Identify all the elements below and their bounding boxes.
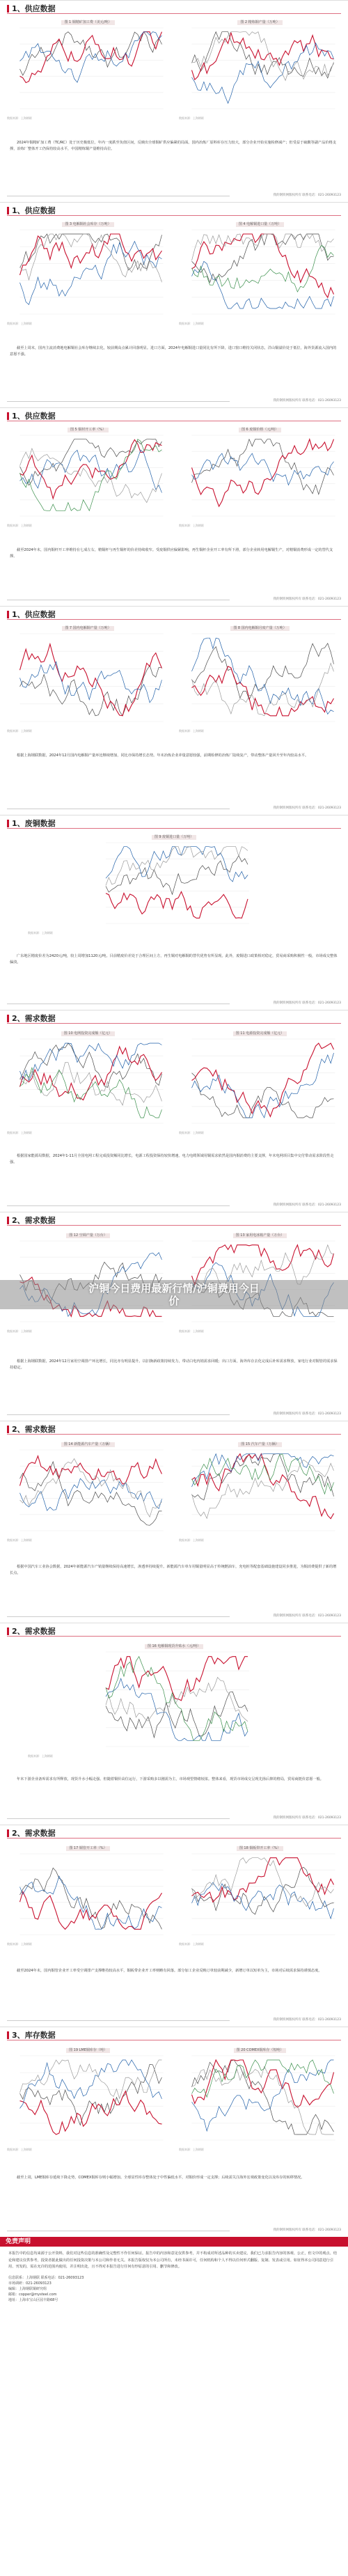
chart-figure bbox=[179, 2048, 341, 2152]
series-line bbox=[20, 666, 162, 716]
chart-title bbox=[179, 2048, 341, 2053]
chart-source: 数据来源：上海钢联 bbox=[7, 322, 32, 325]
report-section bbox=[0, 815, 348, 1010]
heading-marker-icon bbox=[7, 207, 9, 214]
chart-source: 数据来源：上海钢联 bbox=[179, 1942, 204, 1946]
line-chart bbox=[7, 25, 169, 116]
chart-source: 数据来源：上海钢联 bbox=[179, 1329, 204, 1333]
chart-title bbox=[7, 20, 169, 25]
chart-title-text: 图 15 汽车产量（万辆） bbox=[238, 1442, 282, 1447]
chart-title-text: 图 17 铜管开工率（%） bbox=[66, 1846, 109, 1851]
series-line bbox=[192, 43, 334, 104]
section-divider bbox=[7, 1434, 341, 1435]
section-heading-text: 2、需求数据 bbox=[12, 1425, 56, 1434]
heading-marker-icon bbox=[7, 611, 9, 618]
section-footer bbox=[7, 1816, 341, 1821]
chart-title bbox=[7, 626, 169, 631]
chart-title bbox=[7, 1031, 169, 1036]
heading-marker-icon bbox=[7, 5, 9, 13]
series-line bbox=[192, 439, 334, 494]
series-line bbox=[20, 439, 162, 499]
line-chart bbox=[7, 1851, 169, 1942]
section-heading-text: 1、供应数据 bbox=[12, 412, 56, 421]
section-footer bbox=[7, 398, 341, 404]
line-chart bbox=[28, 1649, 320, 1754]
chart-title-text: 图 14 新能源汽车产量（万辆） bbox=[61, 1442, 116, 1447]
line-chart bbox=[179, 1036, 341, 1130]
series-line bbox=[192, 1053, 334, 1118]
chart-title bbox=[28, 1644, 320, 1649]
footer-text: 我的钢铁网版权所有 联系电话：021-26093123 bbox=[270, 1203, 341, 1207]
series-line bbox=[192, 234, 334, 283]
series-line bbox=[106, 891, 248, 918]
footer-text: 我的钢铁网版权所有 联系电话：021-26093123 bbox=[270, 1412, 341, 1416]
report-section bbox=[0, 1010, 348, 1212]
section-paragraph: 根据上海钢联数据，2024年12月国内电解铜产量环比继续增加，同比亦保持增长态势。年末冶炼企业冲量意愿较强，前期检修的冶炼厂陆续复产，带动整体产量回升至年内较高水平。 bbox=[17, 754, 309, 758]
disclaimer-heading: 免责声明 bbox=[0, 2237, 348, 2247]
series-line bbox=[20, 1876, 162, 1929]
chart-row bbox=[28, 835, 320, 935]
chart-figure bbox=[179, 626, 341, 733]
section-heading-text: 1、废铜数据 bbox=[12, 819, 56, 828]
section-heading-text: 1、供应数据 bbox=[12, 610, 56, 619]
section-heading-text: 2、需求数据 bbox=[12, 1627, 56, 1636]
footer-text: 我的钢铁网版权所有 联系电话：021-26093123 bbox=[270, 2018, 341, 2022]
chart-title bbox=[179, 222, 341, 227]
chart-title bbox=[7, 1442, 169, 1447]
section-divider bbox=[7, 1838, 341, 1839]
section-heading-text: 3、库存数据 bbox=[12, 2031, 56, 2040]
chart-figure bbox=[179, 428, 341, 528]
chart-source: 数据来源：上海钢联 bbox=[179, 524, 204, 527]
line-chart bbox=[7, 631, 169, 728]
heading-marker-icon bbox=[7, 1627, 9, 1635]
title-overlay bbox=[0, 1280, 348, 1309]
section-paragraph: 根据国家能源局数据，2024年1-11月全国电网工程完成投资额同比增长，电源工程投资保持较快增速。电力电缆领域用铜需求依然是国内铜消费的主要支撑，年末电网项目集中交付带动需求阶段性走强。 bbox=[10, 1154, 334, 1164]
chart-title-text: 图 9 废铜进口量（万吨） bbox=[152, 835, 196, 840]
series-line bbox=[20, 662, 162, 703]
footer-text: 我的钢铁网版权所有 联系电话：021-26093123 bbox=[270, 1614, 341, 1618]
chart-source: 数据来源：上海钢联 bbox=[179, 1538, 204, 1542]
section-footer bbox=[7, 806, 341, 811]
line-chart bbox=[179, 631, 341, 728]
section-divider bbox=[7, 1225, 341, 1226]
report-section bbox=[0, 0, 348, 202]
report-section bbox=[0, 2027, 348, 2237]
line-chart bbox=[179, 1851, 341, 1942]
report-section bbox=[0, 1212, 348, 1421]
series-line bbox=[20, 1891, 162, 1929]
line-chart bbox=[7, 227, 169, 321]
series-line bbox=[192, 2060, 334, 2097]
chart-title bbox=[179, 1846, 341, 1851]
chart-figure bbox=[7, 1846, 169, 1946]
chart-title-text: 图 1 铜精矿加工费（美元/吨） bbox=[61, 20, 114, 25]
series-line bbox=[20, 2060, 162, 2098]
report-section bbox=[0, 202, 348, 407]
footer-text: 我的钢铁网版权所有 联系电话：021-26093123 bbox=[270, 399, 341, 403]
report-section bbox=[0, 606, 348, 815]
line-chart bbox=[28, 840, 320, 930]
chart-title-text: 图 20 COMEX铜库存（短吨） bbox=[234, 2048, 287, 2053]
chart-row bbox=[7, 428, 341, 528]
chart-row bbox=[7, 626, 341, 733]
series-line bbox=[192, 638, 334, 714]
section-heading-text: 2、需求数据 bbox=[12, 1014, 56, 1023]
chart-title-text: 图 12 空调产量（万台） bbox=[66, 1233, 110, 1238]
series-line bbox=[20, 644, 162, 716]
heading-marker-icon bbox=[7, 1829, 9, 1837]
footer-text: 我的钢铁网版权所有 联系电话：021-26093123 bbox=[270, 1816, 341, 1820]
section-paragraph: 根据上海钢联数据，2024年12月家用空调排产环比增长，同比亦有明显提升。以旧换新政策持续发力，带动白电内销需求回暖；出口方面，海外库存去化完成后补库需求释放，家电行业对铜管的需求保持稳定。 bbox=[10, 1359, 338, 1370]
heading-marker-icon bbox=[7, 1015, 9, 1022]
footer-text: 我的钢铁网版权所有 联系电话：021-26093123 bbox=[270, 2228, 341, 2232]
series-line bbox=[192, 1460, 334, 1518]
series-line bbox=[192, 663, 334, 716]
chart-source: 数据来源：上海钢联 bbox=[179, 729, 204, 733]
chart-source: 数据来源：上海钢联 bbox=[7, 1131, 32, 1134]
contact-line: 市场调研：021-26093123 bbox=[8, 2281, 52, 2286]
series-line bbox=[192, 439, 334, 507]
footer-text: 我的钢铁网版权所有 联系电话：021-26093123 bbox=[270, 598, 341, 601]
series-line bbox=[20, 1043, 162, 1088]
section-divider bbox=[7, 828, 341, 829]
chart-figure bbox=[179, 20, 341, 120]
section-footer bbox=[7, 597, 341, 602]
series-line bbox=[192, 32, 334, 78]
series-line bbox=[20, 439, 162, 485]
series-line bbox=[20, 1068, 162, 1118]
chart-title-text: 图 3 电解铜社会库存（万吨） bbox=[62, 222, 113, 227]
section-paragraph: 根据中国汽车工业协会数据，2024年新能源汽车产销量继续保持高速增长，渗透率持续提升。新能源汽车单车用铜量明显高于传统燃油车，充电桩等配套基础设施建设同步推进，为铜消费提供了新的增长点。 bbox=[10, 1565, 337, 1575]
section-footer bbox=[7, 1614, 341, 1619]
section-heading-text: 1、供应数据 bbox=[12, 4, 56, 13]
chart-source: 数据来源：上海钢联 bbox=[179, 322, 204, 325]
series-line bbox=[192, 1867, 334, 1914]
section-footer bbox=[7, 193, 341, 198]
chart-title-text: 图 7 国内电解铜产量（万吨） bbox=[62, 626, 113, 631]
chart-source: 数据来源：上海钢联 bbox=[7, 1942, 32, 1946]
chart-title-text: 图 16 电解铜现货升贴水（元/吨） bbox=[145, 1644, 203, 1649]
section-heading-text: 1、供应数据 bbox=[12, 206, 56, 215]
chart-title-text: 图 18 铜板带开工率（%） bbox=[237, 1846, 283, 1851]
chart-title bbox=[179, 20, 341, 25]
line-chart bbox=[7, 432, 169, 523]
section-divider bbox=[7, 13, 341, 14]
chart-source: 数据来源：上海钢联 bbox=[7, 524, 32, 527]
chart-title-text: 图 6 废铜价格（元/吨） bbox=[239, 428, 281, 432]
heading-marker-icon bbox=[7, 412, 9, 420]
chart-row bbox=[7, 1031, 341, 1135]
chart-title bbox=[179, 1031, 341, 1036]
heading-marker-icon bbox=[7, 2031, 9, 2039]
contact-line: 编辑：上海钢联铜研究组 bbox=[8, 2286, 47, 2291]
chart-title-text: 图 10 电网投资完成额（亿元） bbox=[61, 1031, 116, 1036]
footer-text: 我的钢铁网版权所有 联系电话：021-26093123 bbox=[270, 806, 341, 810]
section-footer bbox=[7, 1412, 341, 1417]
footer-text: 我的钢铁网版权所有 联系电话：021-26093123 bbox=[270, 1001, 341, 1005]
line-chart bbox=[7, 2053, 169, 2147]
series-line bbox=[192, 666, 334, 716]
heading-marker-icon bbox=[7, 1426, 9, 1433]
section-footer bbox=[7, 1001, 341, 1006]
series-line bbox=[20, 450, 162, 492]
section-footer bbox=[7, 1203, 341, 1208]
section-paragraph: 截至上周末，国内主流消费地电解铜社会库存继续去化，较前期高点累计回落明显。进口方面，2024年电解铜进口量同比有所下降，进口窗口维持关闭状态，洋山铜溢价处于低位，海外货源流入国内的意愿不强。 bbox=[10, 346, 337, 357]
series-line bbox=[20, 2064, 162, 2125]
section-divider bbox=[7, 1636, 341, 1637]
section-paragraph: 截至2024年末，国内铜杆开工率维持在七成左右，精铜杆与再生铜杆的价差持续收窄。受废铜供应偏紧影响，再生铜杆企业开工率有所下滑，部分企业转用电解铜生产，对精铜消费形成一定的替代支撑。 bbox=[10, 548, 333, 559]
chart-title-text: 图 8 国内电解铜月度产量（万吨） bbox=[230, 626, 289, 631]
series-line bbox=[192, 234, 334, 260]
chart-figure bbox=[28, 835, 320, 935]
chart-row bbox=[7, 20, 341, 120]
series-line bbox=[20, 234, 162, 282]
chart-source: 数据来源：上海钢联 bbox=[7, 1538, 32, 1542]
chart-source: 数据来源：上海钢联 bbox=[28, 931, 53, 935]
disclaimer-text: 本报告中的信息均来源于公开资料，我们对这些信息的准确性及完整性不作任何保证。报告中的内容和意见仅供参考，并不构成对所述品种的买卖建议。我们已力求报告内容的客观、公正，但文中的观点、结论和建议仅供参考，投资者据此做出的任何投资决策与本公司和作者无关。本报告版权仅为本公司所有，未经书面许可，任何机构和个人不得以任何形式翻版、复制、发表或引用。如征得本公司同意进行引用、刊发的，需在允许的范围内使用，并注明出处，且不得对本报告进行任何有悖原意的引用、删节和修改。 bbox=[8, 2251, 338, 2269]
line-chart bbox=[179, 1447, 341, 1538]
line-chart bbox=[7, 1036, 169, 1130]
footer-text: 我的钢铁网版权所有 联系电话：021-26093123 bbox=[270, 194, 341, 197]
section-divider bbox=[7, 215, 341, 216]
section-paragraph: 年末下游企业备库需求有所释放，现货升水小幅走强。但随着铜价高位运行，下游采购多以刚需为主，市场观望情绪较浓。整体来看，现货市场成交呈现先扬后抑的格局，贸易商挺价意愿一般。 bbox=[17, 1777, 324, 1781]
chart-source: 数据来源：上海钢联 bbox=[7, 1329, 32, 1333]
chart-title-text: 图 4 电解铜进口量（万吨） bbox=[236, 222, 284, 227]
chart-title bbox=[7, 222, 169, 227]
disclaimer-panel bbox=[0, 2237, 348, 2576]
section-heading-text: 2、需求数据 bbox=[12, 1216, 56, 1225]
chart-figure bbox=[7, 2048, 169, 2152]
contact-line: 地址：上海市宝山区园丰路68号 bbox=[8, 2297, 58, 2302]
chart-title bbox=[7, 2048, 169, 2053]
series-line bbox=[20, 1868, 162, 1929]
series-line bbox=[192, 33, 334, 79]
chart-figure bbox=[179, 222, 341, 326]
series-line bbox=[192, 1043, 334, 1116]
chart-source: 数据来源：上海钢联 bbox=[28, 1754, 53, 1758]
chart-figure bbox=[7, 626, 169, 733]
chart-row bbox=[7, 1442, 341, 1543]
report-section bbox=[0, 407, 348, 606]
chart-figure bbox=[179, 1442, 341, 1543]
section-paragraph: 截至上周，LME铜库存延续下降走势，COMEX铜库存则小幅增加。全球显性库存整体处于中性偏低水平，对铜价形成一定支撑；后续需关注海外宏观政策变化以及库存的转移情况。 bbox=[17, 2176, 305, 2180]
chart-title-text: 图 5 铜材开工率（%） bbox=[68, 428, 109, 432]
chart-title bbox=[7, 1846, 169, 1851]
heading-marker-icon bbox=[7, 820, 9, 827]
series-line bbox=[192, 453, 334, 485]
contact-line: 邮箱：copper@mysteel.com bbox=[8, 2292, 57, 2297]
line-chart bbox=[179, 227, 341, 321]
heading-marker-icon bbox=[7, 1217, 9, 1224]
series-line bbox=[106, 1657, 248, 1701]
report-section bbox=[0, 1623, 348, 1825]
chart-row bbox=[7, 222, 341, 326]
series-line bbox=[20, 1043, 162, 1081]
chart-source: 数据来源：上海钢联 bbox=[7, 2148, 32, 2151]
series-line bbox=[192, 1454, 334, 1519]
chart-figure bbox=[7, 20, 169, 120]
line-chart bbox=[179, 25, 341, 116]
chart-source: 数据来源：上海钢联 bbox=[179, 1131, 204, 1134]
line-chart bbox=[7, 1447, 169, 1538]
chart-figure bbox=[7, 428, 169, 528]
chart-row bbox=[28, 1644, 320, 1758]
series-line bbox=[192, 2060, 334, 2107]
chart-title bbox=[179, 428, 341, 432]
section-heading-text: 2、需求数据 bbox=[12, 1829, 56, 1838]
series-line bbox=[192, 643, 334, 700]
chart-title bbox=[179, 1233, 341, 1238]
chart-title bbox=[179, 626, 341, 631]
chart-title-text: 图 2 精炼铜产量（万吨） bbox=[237, 20, 282, 25]
chart-row bbox=[7, 1846, 341, 1946]
chart-title-text: 图 11 电源投资完成额（亿元） bbox=[233, 1031, 287, 1036]
chart-title-text: 图 19 LME铜库存（吨） bbox=[66, 2048, 110, 2053]
chart-title bbox=[179, 1442, 341, 1447]
series-line bbox=[20, 1478, 162, 1511]
report-section bbox=[0, 1825, 348, 2027]
chart-figure bbox=[28, 1644, 320, 1758]
series-line bbox=[192, 1073, 334, 1118]
section-paragraph: 2024年铜精矿加工费（TC/RC）处于历史极低位，年内一度跌至负值区间，反映出全球铜矿供应偏紧的局面。国内冶炼厂原料库存压力较大，部分企业开始实施检修减产；但受益于硫酸等副产品价格支撑，冶炼厂整体开工仍保持较高水平，中国精炼铜产量维持高位。 bbox=[10, 141, 336, 151]
overlay-title: 沪铜今日费用最新行情/沪铜费用今日价 bbox=[88, 1282, 260, 1307]
report-section bbox=[0, 1421, 348, 1623]
series-line bbox=[192, 1858, 334, 1903]
series-line bbox=[20, 1459, 162, 1517]
section-footer bbox=[7, 2228, 341, 2233]
series-line bbox=[106, 847, 248, 882]
chart-figure bbox=[179, 1031, 341, 1135]
chart-source: 数据来源：上海钢联 bbox=[179, 116, 204, 120]
line-chart bbox=[179, 2053, 341, 2147]
series-line bbox=[20, 1456, 162, 1486]
chart-figure bbox=[179, 1846, 341, 1946]
section-divider bbox=[7, 619, 341, 620]
series-line bbox=[192, 234, 334, 297]
chart-source: 数据来源：上海钢联 bbox=[179, 2148, 204, 2151]
chart-title bbox=[28, 835, 320, 840]
chart-title bbox=[7, 428, 169, 432]
section-paragraph: 截至2024年末，国内铜管企业开工率受空调排产支撑维持较高水平，铜板带企业开工率则略有回落。部分加工企业反映订单较前期减少，新增订单以短单为主，市场对后续需求保持谨慎态度。 bbox=[17, 1969, 322, 1973]
chart-figure bbox=[7, 222, 169, 326]
section-paragraph: 广东地区精废价差为2420元/吨，较上周增加1120元/吨。目前精废价差处于合理区间上方，再生铜对电解铜的替代优势有所显现。此外，废铜进口政策相对稳定，贸易商采购积极性一般，市场成交整体偏淡。 bbox=[10, 954, 338, 965]
chart-source: 数据来源：上海钢联 bbox=[7, 116, 32, 120]
section-divider bbox=[7, 1023, 341, 1024]
line-chart bbox=[179, 432, 341, 523]
chart-row bbox=[7, 2048, 341, 2152]
chart-source: 数据来源：上海钢联 bbox=[7, 729, 32, 733]
chart-figure bbox=[7, 1031, 169, 1135]
chart-figure bbox=[7, 1442, 169, 1543]
chart-title bbox=[7, 1233, 169, 1238]
chart-title-text: 图 13 家用电冰箱产量（万台） bbox=[233, 1233, 287, 1238]
section-footer bbox=[7, 2017, 341, 2023]
contact-line: 信息联系：上海钢联 联系电话：021-26093123 bbox=[8, 2275, 84, 2280]
series-line bbox=[106, 847, 248, 886]
